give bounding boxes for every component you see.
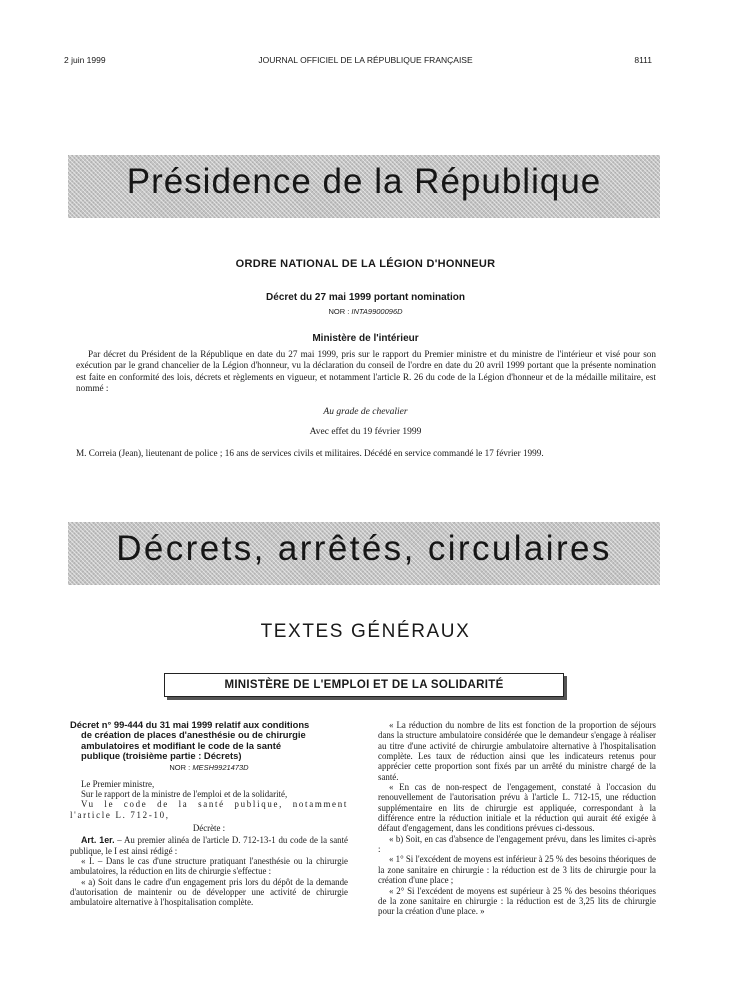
nor-label: NOR :	[169, 763, 191, 773]
paragraph-2: « 2° Si l'excédent de moyens est supérieur à 25 % des besoins théoriques de la zone sanitaire en chirurgie : la réduction est de 3,25 lits de chirurgie pour la création d'une place. »	[378, 885, 656, 917]
paragraph-vu-code: Vu le code de la santé publique, notamment l'article L. 712-10,	[70, 799, 348, 820]
nor-code: MESH9921473D	[192, 763, 249, 773]
banner-decrets	[68, 522, 660, 585]
paragraph-non-respect: « En cas de non-respect de l'engagement, constaté à l'occasion du renouvellement de l'autorisation prévu à l'article L. 712-15, une réduction supplémentaire en lits de chirurgie est appliquée, correspondant à la différence entre la réduction initiale et la réduction qui aurait été exigée à défaut d'engagement, dans les conditions prévues ci-dessous.	[378, 782, 656, 834]
paragraph-b: « b) Soit, en cas d'absence de l'engagement prévu, dans les limites ci-après :	[378, 833, 656, 855]
article-text: – Au premier alinéa de l'article D. 712-13-1 du code de la santé publique, le I est ainsi rédigé :	[70, 835, 348, 856]
grade-line: Au grade de chevalier	[323, 407, 408, 417]
section-heading-ordre: ORDRE NATIONAL DE LA LÉGION D'HONNEUR	[235, 258, 496, 270]
article-label: Art. 1er.	[81, 835, 115, 846]
decree-title-nomination: Décret du 27 mai 1999 portant nomination	[266, 292, 465, 303]
decree-title-line: Décret n° 99-444 du 31 mai 1999 relatif aux conditions	[70, 719, 310, 730]
running-header-journal: JOURNAL OFFICIEL DE LA RÉPUBLIQUE FRANÇAISE	[258, 55, 473, 65]
section-heading-textes-generaux: TEXTES GÉNÉRAUX	[260, 621, 471, 642]
nomination-paragraph: Par décret du Président de la République en date du 27 mai 1999, pris sur le rapport du Premier ministre et du ministre de l'intérieur et visé pour son exécution par le grand chancelier de la Légion d'honneur, vu la déclaration du conseil de l'ordre en date du 20 avril 1999 portant que la présente nomination est faite en conformité des lois, décrets et règlements en vigueur, et notamment l'article R. 26 du code de la Légion d'honneur et de la médaille militaire, est nommé :	[76, 349, 656, 393]
paragraph-a: « a) Soit dans le cadre d'un engagement pris lors du dépôt de la demande d'autorisation de maintenir ou de développer une activité de chirurgie ambulatoire alternative à l'hospitalisation complète.	[70, 876, 348, 908]
decree-title-99-444	[70, 720, 348, 761]
nor-label: NOR :	[328, 307, 350, 316]
paragraph-article-1	[70, 835, 348, 856]
decree-title-line: de création de places d'anesthésie ou de chirurgie	[81, 729, 306, 741]
running-header-date: 2 juin 1999	[64, 55, 106, 65]
column-right	[378, 720, 656, 917]
paragraph-I: « I. – Dans le cas d'une structure pratiquant l'anesthésie ou la chirurgie ambulatoires, la réduction en lits de chirurgie s'effectue :	[70, 855, 348, 877]
paragraph-decrete: Décrète :	[192, 822, 226, 833]
nor-reference-99-444	[70, 763, 348, 773]
paragraph-1: « 1° Si l'excédent de moyens est inférieur à 25 % des besoins théoriques de la zone sanitaire en chirurgie : la réduction est de 3 lits de chirurgie pour la création d'une place ;	[378, 854, 656, 886]
paragraph-premier-ministre: Le Premier ministre,	[81, 778, 155, 789]
banner-presidence	[68, 155, 660, 218]
effective-date-line: Avec effet du 19 février 1999	[309, 427, 422, 437]
column-left	[70, 720, 348, 908]
running-header-page-number: 8111	[634, 55, 652, 65]
banner-decrets-text: Décrets, arrêtés, circulaires	[116, 529, 612, 568]
paragraph-reduction: « La réduction du nombre de lits est fonction de la proportion de séjours dans la structure ambulatoire considérée que le demandeur s'engage à réaliser au titre d'une activité de chirurgie ambulatoire alternative à l'hospitalisation complète. Les taux de réduction ainsi que les indicateurs retenus pour apprécier cette proportion sont fixés par un arrêté du ministre chargé de la santé.	[378, 720, 656, 782]
decree-title-line: publique (troisième partie : Décrets)	[81, 749, 242, 761]
nor-reference-nomination	[60, 307, 671, 316]
banner-presidence-text: Présidence de la République	[126, 162, 602, 201]
paragraph-rapport: Sur le rapport de la ministre de l'emploi et de la solidarité,	[81, 788, 288, 799]
nominee-line: M. Correia (Jean), lieutenant de police ; 16 ans de services civils et militaires. Décédé en service commandé le 17 février 1999.	[76, 448, 544, 458]
nor-code: INTA9900096D	[351, 307, 403, 316]
ministry-heading-interieur: Ministère de l'intérieur	[312, 333, 419, 344]
ministry-box-emploi-solidarite: MINISTÈRE DE L'EMPLOI ET DE LA SOLIDARITÉ	[164, 673, 564, 697]
decree-title-line: ambulatoires et modifiant le code de la santé	[81, 739, 282, 751]
